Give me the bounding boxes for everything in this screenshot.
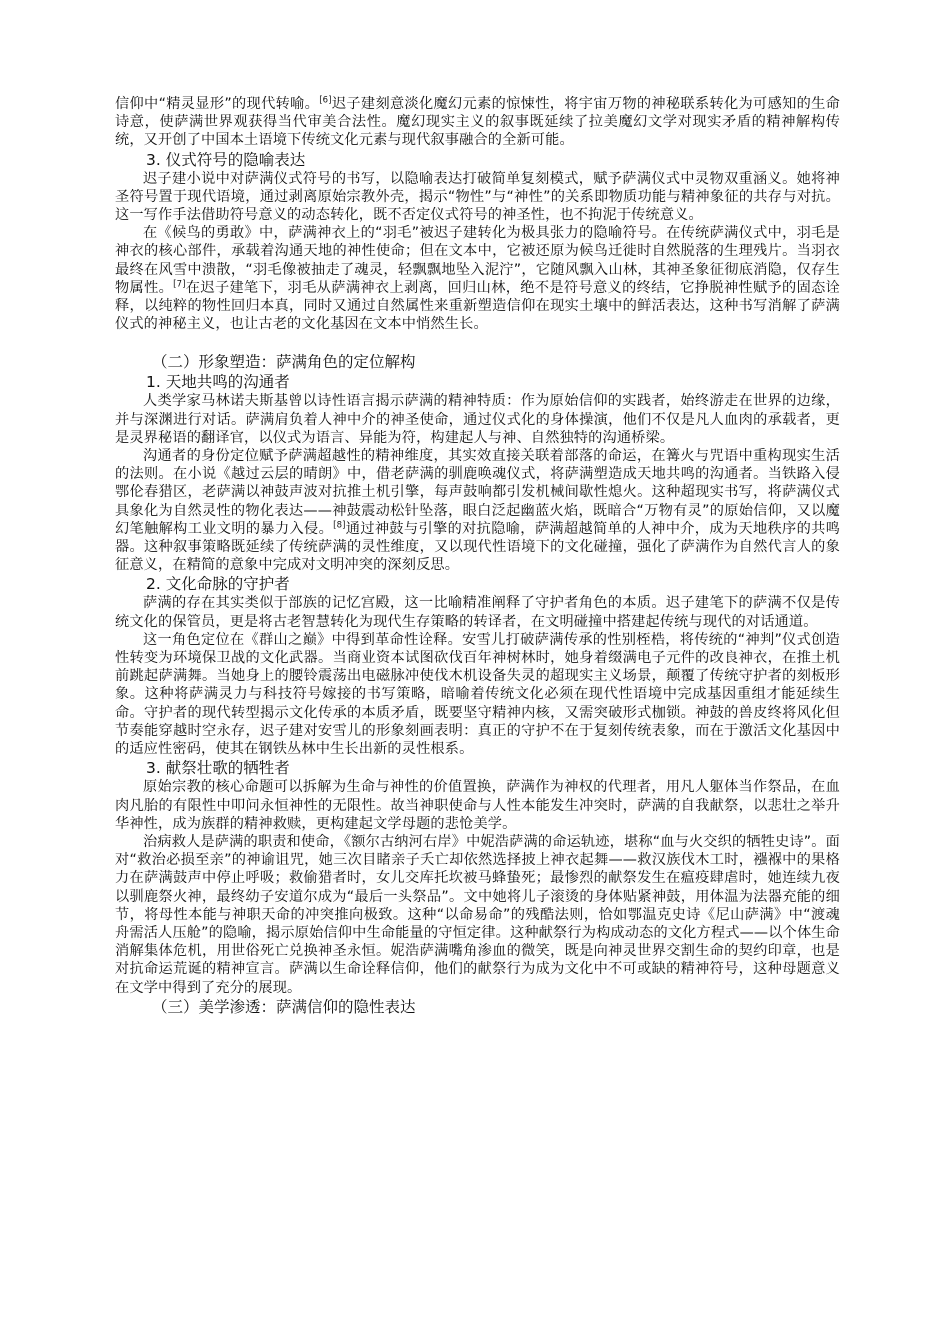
paragraph-text: 萨满的存在其实类似于部族的记忆宫殿，这一比喻精准阐释了守护者角色的本质。迟子建笔下的萨满不仅是传统文化的保管员，更是将古老智慧转化为现代生存策略的转译者，在文明碰撞中搭建起传统与现代的对话通道。 xyxy=(115,595,840,630)
body-paragraph xyxy=(115,594,840,630)
paragraph-text: 通过神鼓与引擎的对抗隐喻，萨满超越简单的人神中介，成为天地秩序的共鸣器。这种叙事策略既延续了传统萨满的灵性维度，又以现代性语境下的文化碰撞，强化了萨满作为自然代言人的象征意义，在精简的意象中完成对文明冲突的深刻反思。 xyxy=(115,520,840,574)
section-heading: （三）美学渗透：萨满信仰的隐性表达 xyxy=(152,997,416,1016)
paper-page xyxy=(115,95,840,1017)
paragraph-text: 在《候鸟的勇敢》中，萨满神衣上的“羽毛”被迟子建转化为极具张力的隐喻符号。在传统萨满仪式中，羽毛是神衣的核心部件，承载着沟通天地的神性使命；但在文本中，它被还原为候鸟迁徙时自然脱落的生理残片。当羽衣最终在风雪中溃散，“羽毛像被抽走了魂灵，轻飘飘地坠入泥泞”，它随风飘入山林，其神圣象征彻底消隐，仅存生物属性。 xyxy=(115,225,840,296)
paragraph-text: 迟子建小说中对萨满仪式符号的书写，以隐喻表达打破简单复刻模式，赋予萨满仪式中灵物双重涵义。她将神圣符号置于现代语境，通过剥离原始宗教外壳，揭示“物性”与“神性”的关系即物质功能与精神象征的共存与对抗。这一写作手法借助符号意义的动态转化，既不否定仪式符号的神圣性，也不拘泥于传统意义。 xyxy=(115,170,840,224)
paragraph-text: 迟子建刻意淡化魔幻元素的惊悚性，将宇宙万物的神秘联系转化为可感知的生命诗意，使萨满世界观获得当代审美合法性。魔幻现实主义的叙事既延续了拉美魔幻文学对现实矛盾的精神解构传统，又开创了中国本土语境下传统文化元素与现代叙事融合的全新可能。 xyxy=(115,96,840,149)
citation-marker: [8] xyxy=(333,520,346,531)
body-paragraph xyxy=(115,170,840,225)
paragraph-text: 治病救人是萨满的职责和使命，《额尔古纳河右岸》中妮浩萨满的命运轨迹，堪称“血与火交织的牺牲史诗”。面对“救治必损至亲”的神谕诅咒，她三次目睹亲子夭亡却依然选择披上神衣起舞——救汉族伐木工时，襁褓中的果格力在萨满鼓声中停止呼吸；救偷猎者时，女儿交库托坎被马蜂蛰死；最惨烈的献祭发生在瘟疫肆虐时，她连续九夜以驯鹿祭火神，最终幼子安道尔成为“最后一头祭品”。文中她将儿子滚烫的身体贴紧神鼓，用体温为法器充能的细节，将母性本能与神职天命的冲突推向极致。这种“以命易命”的残酷法则，恰如鄂温克史诗《尼山萨满》中“渡魂舟需活人压舱”的隐喻，揭示原始信仰中生命能量的守恒定律。这种献祭行为构成动态的文化方程式——以个体生命消解集体危机，用世俗死亡兑换神圣永恒。妮浩萨满嘴角渗血的微笑，既是向神灵世界交割生命的契约印章，也是对抗命运荒诞的精神宣言。萨满以生命诠释信仰，他们的献祭行为成为文化中不可或缺的精神符号，这种母题意义在文学中得到了充分的展现。 xyxy=(115,833,840,996)
subsection-heading: 1. 天地共鸣的沟通者 xyxy=(146,373,290,392)
subsection-heading: 2. 文化命脉的守护者 xyxy=(146,575,290,594)
paragraph-text: 在迟子建笔下，羽毛从萨满神衣上剥离，回归山林，绝不是符号意义的终结，它挣脱神性赋予的固态诠释，以纯粹的物性回归本真，同时又通过自然属性来重新塑造信仰在现实土壤中的鲜活表达，这种书写消解了萨满仪式的神秘主义，也让古老的文化基因在文本中悄然生长。 xyxy=(115,279,840,333)
body-paragraph xyxy=(115,447,840,574)
body-paragraph xyxy=(115,833,840,997)
body-paragraph xyxy=(115,778,840,833)
subsection-heading: 3. 献祭壮歌的牺牲者 xyxy=(146,759,290,778)
section-heading: （二）形象塑造：萨满角色的定位解构 xyxy=(152,353,416,372)
paragraph-text: 信仰中“精灵显形”的现代转喻。 xyxy=(115,96,320,112)
body-paragraph xyxy=(115,95,840,150)
body-paragraph xyxy=(115,631,840,758)
subsection-heading: 3. 仪式符号的隐喻表达 xyxy=(146,150,306,169)
body-paragraph xyxy=(115,392,840,447)
body-paragraph xyxy=(115,224,840,333)
section-spacer xyxy=(115,333,840,352)
citation-marker: [6] xyxy=(319,95,332,106)
paragraph-text: 这一角色定位在《群山之巅》中得到革命性诠释。安雪儿打破萨满传承的性别桎梏，将传统的“神判”仪式创造性转变为环境保卫战的文化武器。当商业资本试图砍伐百年神树林时，她身着缀满电子元件的改良神衣，在推土机前跳起萨满舞。当她身上的腰铃震荡出电磁脉冲使伐木机设备失灵的超现实主义场景，颠覆了传统守护者的刻板形象。这种将萨满灵力与科技符号嫁接的书写策略，暗喻着传统文化必须在现代性语境中完成基因重组才能延续生命。守护者的现代转型揭示文化传承的本质矛盾，既要坚守精神内核，又需突破形式枷锁。神鼓的兽皮终将风化但节奏能穿越时空永存，迟子建对安雪儿的形象刻画表明：真正的守护不在于复刻传统表象，而在于激活文化基因中的适应性密码，使其在钢铁丛林中生长出新的灵性根系。 xyxy=(115,631,840,758)
citation-marker: [7] xyxy=(173,279,186,290)
paragraph-text: 原始宗教的核心命题可以拆解为生命与神性的价值置换，萨满作为神权的代理者，用凡人躯体当作祭品，在血肉凡胎的有限性中叩问永恒神性的无限性。故当神职使命与人性本能发生冲突时，萨满的自我献祭，以悲壮之举升华神性，成为族群的精神救赎，更构建起文学母题的悲怆美学。 xyxy=(115,779,840,832)
paragraph-text: 人类学家马林诺夫斯基曾以诗性语言揭示萨满的精神特质：作为原始信仰的实践者，始终游走在世界的边缘，并与深渊进行对话。萨满肩负着人神中介的神圣使命，通过仪式化的身体操演，他们不仅是凡人血肉的承载者，更是灵界秘语的翻译官，以仪式为语言、异能为符，构建起人与神、自然独特的沟通桥梁。 xyxy=(115,393,840,446)
paragraph-text: 沟通者的身份定位赋予萨满超越性的精神维度，其实效直接关联着部落的命运，在篝火与咒语中重构现实生活的法则。在小说《越过云层的晴朗》中，借老萨满的驯鹿唤魂仪式，将萨满塑造成天地共鸣的沟通者。当铁路入侵鄂伦春猎区，老萨满以神鼓声波对抗推土机引擎，每声鼓响都引发机械间歇性熄火。这种超现实书写，将萨满仪式具象化为自然灵性的物化表达——神鼓震动松针坠落，眼白泛起幽蓝火焰，既暗合“万物有灵”的原始信仰，又以魔幻笔触解构工业文明的暴力入侵。 xyxy=(115,448,840,537)
